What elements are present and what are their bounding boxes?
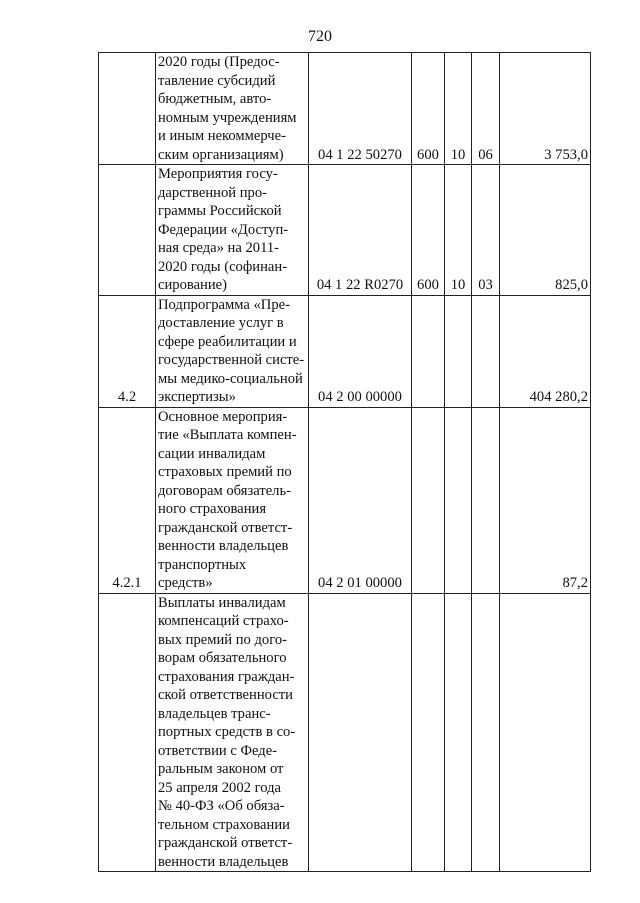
row-name-line: Основное мероприя-: [158, 408, 288, 425]
row-name-line: и иным некоммерче-: [158, 128, 286, 144]
subsection-cell: [472, 295, 500, 407]
row-name-line: номным учреждениям: [158, 109, 297, 126]
section-cell: 10: [445, 165, 472, 296]
row-name-line: мы медико-социальной: [158, 370, 303, 387]
row-name-line: транспортных: [158, 556, 247, 573]
row-name-line: сации инвалидам: [158, 445, 266, 462]
row-name-line: договорам обязатель-: [158, 482, 291, 499]
row-number-cell: 4.2: [99, 295, 156, 407]
expense-type-cell: [412, 593, 445, 872]
row-name-cell: [156, 593, 309, 872]
row-name-line: венности владельцев: [158, 538, 289, 554]
table-row: [99, 53, 591, 165]
row-name-line: экспертизы»: [158, 389, 236, 405]
expense-type-cell: 600: [412, 165, 445, 296]
row-name-line: Подпрограмма «Пре-: [158, 296, 290, 313]
row-name-line: страхования граждан-: [158, 668, 295, 685]
row-name-line: тельном страховании: [158, 816, 290, 833]
row-name-cell: [156, 165, 309, 296]
row-name-line: ная среда» на 2011-: [158, 240, 279, 256]
row-name-line: 2020 годы (софинан-: [158, 258, 288, 275]
row-name-line: венности владельцев: [158, 853, 289, 870]
section-cell: 10: [445, 53, 472, 165]
subsection-cell: [472, 593, 500, 872]
row-name-line: гражданской ответст-: [158, 835, 293, 851]
section-cell: [445, 295, 472, 407]
section-cell: [445, 593, 472, 872]
table-row: [99, 407, 591, 593]
row-name-line: 25 апреля 2002 года: [158, 779, 281, 796]
row-name-line: тавление субсидий: [158, 72, 276, 89]
row-name-line: страховых премий по: [158, 464, 292, 480]
table-row: [99, 295, 591, 407]
expense-type-cell: 600: [412, 53, 445, 165]
target-article-code-cell: 04 2 01 00000: [309, 407, 412, 593]
expense-type-cell: [412, 295, 445, 407]
row-name-line: дарственной про-: [158, 184, 267, 201]
row-number-cell: 4.2.1: [99, 407, 156, 593]
budget-table: [98, 52, 591, 872]
row-name-cell: [156, 407, 309, 593]
table-row: [99, 165, 591, 296]
section-cell: [445, 407, 472, 593]
row-number-cell: [99, 165, 156, 296]
row-name-line: ответствии с Феде-: [158, 742, 278, 759]
row-number-cell: [99, 53, 156, 165]
amount-cell: 87,2: [500, 407, 591, 593]
row-name-line: сфере реабилитации и: [158, 333, 297, 350]
row-number-cell: [99, 593, 156, 872]
row-name-line: ворам обязательного: [158, 650, 287, 666]
target-article-code-cell: 04 2 00 00000: [309, 295, 412, 407]
row-name-line: компенсаций страхо-: [158, 613, 289, 629]
row-name-line: владельцев транс-: [158, 705, 271, 722]
row-name-line: ской ответственности: [158, 687, 293, 703]
row-name-line: № 40-ФЗ «Об обяза-: [158, 798, 285, 814]
amount-cell: [500, 593, 591, 872]
row-name-line: портных средств в со-: [158, 724, 296, 740]
amount-cell: 404 280,2: [500, 295, 591, 407]
target-article-code-cell: 04 1 22 50270: [309, 53, 412, 165]
target-article-code-cell: [309, 593, 412, 872]
row-name-cell: [156, 295, 309, 407]
row-name-cell: [156, 53, 309, 165]
row-name-line: средств»: [158, 575, 213, 591]
target-article-code-cell: 04 1 22 R0270: [309, 165, 412, 296]
row-name-line: ским организациям): [158, 146, 284, 163]
subsection-cell: [472, 407, 500, 593]
row-name-line: Мероприятия госу-: [158, 166, 278, 182]
budget-table-body: [99, 53, 591, 872]
amount-cell: 825,0: [500, 165, 591, 296]
row-name-line: ного страхования: [158, 501, 267, 517]
row-name-line: гражданской ответст-: [158, 519, 293, 536]
row-name-line: тие «Выплата компен-: [158, 427, 297, 443]
row-name-line: 2020 годы (Предос-: [158, 54, 280, 70]
row-name-line: сирование): [158, 277, 228, 293]
subsection-cell: 06: [472, 53, 500, 165]
subsection-cell: 03: [472, 165, 500, 296]
page-number: 720: [308, 28, 332, 45]
table-row: [99, 593, 591, 872]
amount-cell: 3 753,0: [500, 53, 591, 165]
row-name-line: государственной систе-: [158, 352, 305, 368]
row-name-line: ральным законом от: [158, 761, 284, 777]
row-name-line: доставление услуг в: [158, 315, 284, 331]
row-name-line: граммы Российской: [158, 203, 282, 219]
expense-type-cell: [412, 407, 445, 593]
row-name-line: бюджетным, авто-: [158, 91, 272, 107]
row-name-line: вых премий по дого-: [158, 631, 287, 648]
row-name-line: Федерации «Доступ-: [158, 221, 289, 238]
row-name-line: Выплаты инвалидам: [158, 594, 286, 611]
